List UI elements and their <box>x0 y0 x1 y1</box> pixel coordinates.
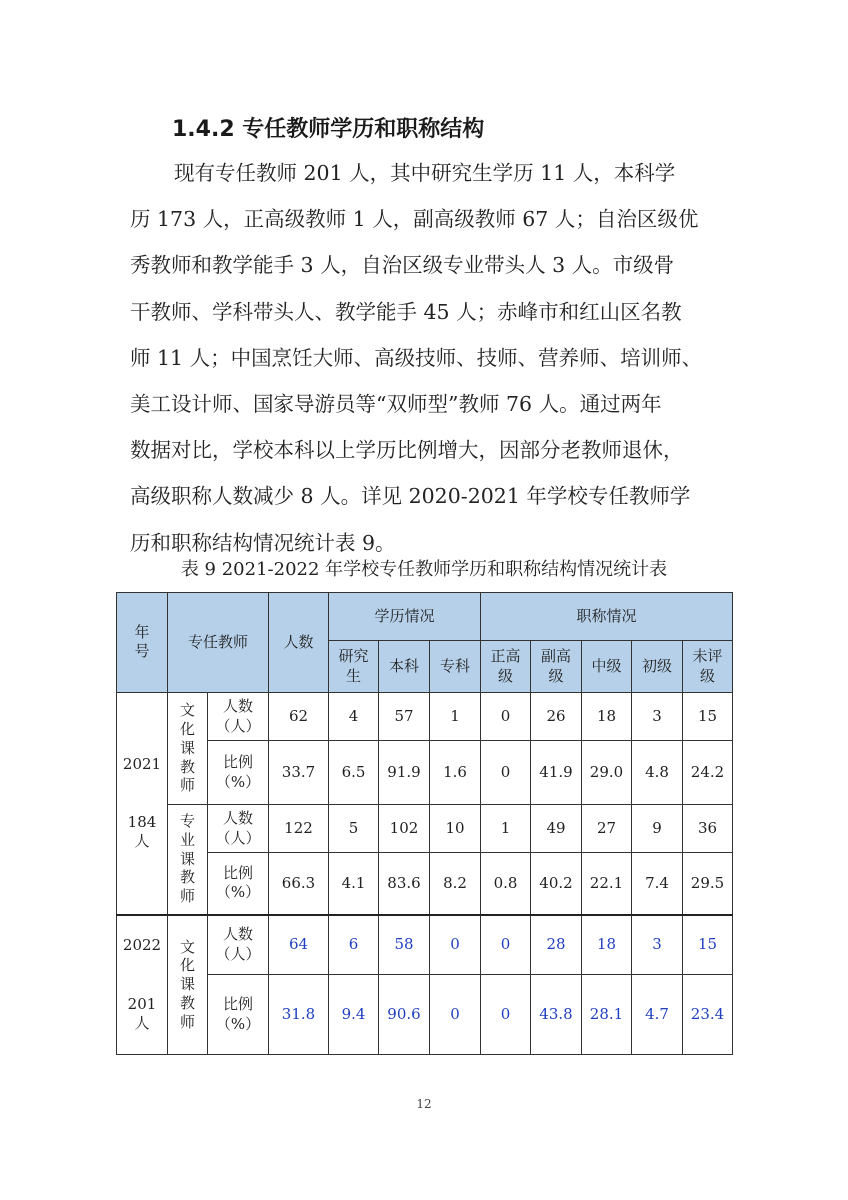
value-cell: 64 <box>269 915 329 975</box>
row-label: 比例（%） <box>208 853 269 915</box>
header-title-col: 初级 <box>632 641 683 693</box>
paragraph-line: 高级职称人数减少 8 人。详见 2020-2021 年学校专任教师学 <box>130 484 691 509</box>
value-cell: 9 <box>632 805 683 853</box>
header-education: 学历情况 <box>329 593 481 641</box>
value-cell: 36 <box>683 805 733 853</box>
value-cell: 0 <box>481 693 531 741</box>
header-teacher: 专任教师 <box>168 593 269 693</box>
value-cell: 9.4 <box>329 975 379 1055</box>
year-cell: 2022 201人 <box>117 915 168 1055</box>
value-cell: 90.6 <box>379 975 430 1055</box>
value-cell: 1.6 <box>430 741 481 805</box>
paragraph-line: 现有专任教师 201 人，其中研究生学历 11 人，本科学 <box>174 161 676 185</box>
teacher-type-cell: 文化课教师 <box>168 693 208 805</box>
value-cell: 29.0 <box>582 741 632 805</box>
value-cell: 49 <box>531 805 582 853</box>
header-title-col: 正高级 <box>481 641 531 693</box>
header-title-col: 中级 <box>582 641 632 693</box>
paragraph-line: 干教师、学科带头人、教学能手 45 人；赤峰市和红山区名教 <box>130 299 682 324</box>
value-cell: 6.5 <box>329 741 379 805</box>
value-cell: 41.9 <box>531 741 582 805</box>
value-cell: 15 <box>683 915 733 975</box>
table-caption: 表 9 2021-2022 年学校专任教师学历和职称结构情况统计表 <box>180 559 668 580</box>
value-cell: 10 <box>430 805 481 853</box>
value-cell: 24.2 <box>683 741 733 805</box>
header-edu-col: 本科 <box>379 641 430 693</box>
value-cell: 18 <box>582 693 632 741</box>
body-paragraph <box>130 150 730 566</box>
value-cell: 29.5 <box>683 853 733 915</box>
value-cell: 1 <box>430 693 481 741</box>
value-cell: 40.2 <box>531 853 582 915</box>
value-cell: 1 <box>481 805 531 853</box>
paragraph-line: 历和职称结构情况统计表 9。 <box>130 530 396 555</box>
value-cell: 0 <box>481 741 531 805</box>
value-cell: 43.8 <box>531 975 582 1055</box>
value-cell: 0 <box>430 915 481 975</box>
value-cell: 8.2 <box>430 853 481 915</box>
value-cell: 4.8 <box>632 741 683 805</box>
value-cell: 102 <box>379 805 430 853</box>
value-cell: 27 <box>582 805 632 853</box>
value-cell: 66.3 <box>269 853 329 915</box>
section-heading: 1.4.2 专任教师学历和职称结构 <box>172 117 485 142</box>
teacher-type-cell: 专业课教师 <box>168 805 208 915</box>
value-cell: 91.9 <box>379 741 430 805</box>
teacher-type-cell: 文化课教师 <box>168 915 208 1055</box>
value-cell: 22.1 <box>582 853 632 915</box>
table-row <box>117 853 733 915</box>
value-cell: 6 <box>329 915 379 975</box>
year-cell: 2021 184人 <box>117 693 168 915</box>
value-cell: 58 <box>379 915 430 975</box>
table-row <box>117 693 733 741</box>
value-cell: 0.8 <box>481 853 531 915</box>
paragraph-line: 秀教师和教学能手 3 人，自治区级专业带头人 3 人。市级骨 <box>130 253 675 278</box>
value-cell: 57 <box>379 693 430 741</box>
table-row <box>117 805 733 853</box>
value-cell: 83.6 <box>379 853 430 915</box>
value-cell: 122 <box>269 805 329 853</box>
teacher-structure-table <box>116 592 733 1055</box>
value-cell: 28 <box>531 915 582 975</box>
value-cell: 18 <box>582 915 632 975</box>
value-cell: 0 <box>481 975 531 1055</box>
value-cell: 15 <box>683 693 733 741</box>
value-cell: 4.1 <box>329 853 379 915</box>
row-label: 人数（人） <box>208 693 269 741</box>
header-title-col: 副高级 <box>531 641 582 693</box>
header-count: 人数 <box>269 593 329 693</box>
table-row <box>117 975 733 1055</box>
paragraph-line: 师 11 人；中国烹饪大师、高级技师、技师、营养师、培训师、 <box>130 345 703 370</box>
header-title: 职称情况 <box>481 593 733 641</box>
row-label: 人数（人） <box>208 805 269 853</box>
value-cell: 31.8 <box>269 975 329 1055</box>
value-cell: 0 <box>481 915 531 975</box>
paragraph-line: 美工设计师、国家导游员等“双师型”教师 76 人。通过两年 <box>130 392 662 417</box>
value-cell: 26 <box>531 693 582 741</box>
paragraph-line: 数据对比，学校本科以上学历比例增大，因部分老教师退休， <box>130 438 684 463</box>
value-cell: 62 <box>269 693 329 741</box>
value-cell: 0 <box>430 975 481 1055</box>
row-label: 比例（%） <box>208 975 269 1055</box>
row-label: 人数（人） <box>208 915 269 975</box>
value-cell: 5 <box>329 805 379 853</box>
value-cell: 23.4 <box>683 975 733 1055</box>
page-number: 12 <box>416 1097 432 1111</box>
value-cell: 28.1 <box>582 975 632 1055</box>
header-edu-col: 专科 <box>430 641 481 693</box>
table-row <box>117 741 733 805</box>
value-cell: 33.7 <box>269 741 329 805</box>
header-title-col: 未评级 <box>683 641 733 693</box>
paragraph-line: 历 173 人，正高级教师 1 人，副高级教师 67 人；自治区级优 <box>130 207 699 232</box>
value-cell: 3 <box>632 915 683 975</box>
value-cell: 3 <box>632 693 683 741</box>
row-label: 比例（%） <box>208 741 269 805</box>
table-row <box>117 915 733 975</box>
value-cell: 7.4 <box>632 853 683 915</box>
header-year: 年号 <box>117 593 168 693</box>
value-cell: 4 <box>329 693 379 741</box>
value-cell: 4.7 <box>632 975 683 1055</box>
header-edu-col: 研究生 <box>329 641 379 693</box>
